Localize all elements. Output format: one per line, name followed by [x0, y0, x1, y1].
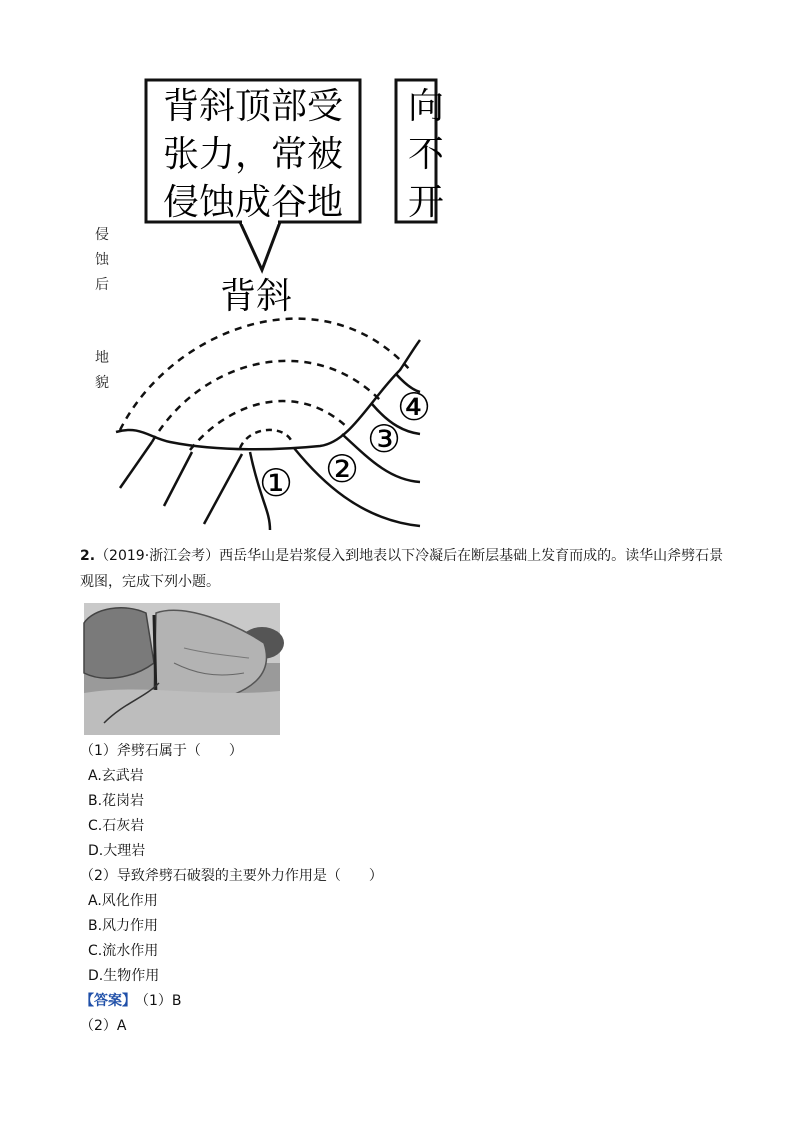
- anticline-diagram: [80, 70, 445, 530]
- circled-number-2: ②: [324, 447, 360, 491]
- circled-number-4: ④: [396, 385, 432, 429]
- eroded-layer-inner: [190, 401, 350, 450]
- eroded-layer-outer: [120, 319, 410, 430]
- rock-layer-2: [164, 452, 192, 506]
- side-char: 后: [95, 277, 109, 293]
- sub1-option-a: A.玄武岩: [88, 768, 144, 784]
- callout-tail: [240, 222, 280, 270]
- question-stem: [80, 543, 730, 595]
- side-char: 貌: [95, 375, 109, 391]
- side-label-eroded: [95, 223, 111, 298]
- callout-right-line-2: 不: [408, 134, 445, 175]
- rock-layer-3: [204, 454, 242, 524]
- sub-question-1: （1）斧劈石属于（ ）: [80, 743, 243, 759]
- side-char: 地: [95, 350, 109, 366]
- callout-left-line-3: 侵蚀成谷地: [162, 182, 344, 223]
- sub2-option-b: B.风力作用: [88, 918, 159, 934]
- answer-line-1: [80, 991, 182, 1011]
- split-rock-photo: [84, 603, 280, 735]
- callout-left-line-2: 张力，常被: [162, 134, 344, 175]
- sub-question-2: （2）导致斧劈石破裂的主要外力作用是（ ）: [80, 868, 383, 884]
- callout-right-line-3: 开: [408, 182, 445, 223]
- side-label-landform: [95, 346, 111, 396]
- callout-right-line-1: 向: [408, 86, 445, 127]
- question-number: 2.: [80, 548, 96, 564]
- rock-layer-1: [120, 442, 152, 488]
- circled-number-3: ③: [366, 417, 402, 461]
- circled-number-1: ①: [258, 461, 294, 505]
- side-char: 侵: [95, 227, 109, 243]
- question-source: （2019·浙江会考）: [95, 548, 220, 564]
- answer-tag: 【答案】: [80, 993, 136, 1009]
- anticline-label: 背斜: [219, 276, 293, 317]
- question-text: 西岳华山是岩浆侵入到地表以下冷凝后在断层基础上发育而成的。读华山斧劈石景观图，完成下列小题。: [80, 548, 724, 590]
- sub1-option-c: C.石灰岩: [88, 818, 145, 834]
- callout-left-line-1: 背斜顶部受: [162, 86, 344, 127]
- anticline-figure: [80, 70, 445, 530]
- answer-2: （2）A: [80, 1018, 127, 1034]
- answer-1: （1）B: [142, 993, 182, 1009]
- side-char: 蚀: [95, 252, 109, 268]
- sub1-option-b: B.花岗岩: [88, 793, 145, 809]
- sub1-option-d: D.大理岩: [88, 843, 146, 859]
- sub2-option-d: D.生物作用: [88, 968, 160, 984]
- sub2-option-a: A.风化作用: [88, 893, 158, 909]
- sub2-option-c: C.流水作用: [88, 943, 159, 959]
- eroded-layer-core: [240, 430, 292, 448]
